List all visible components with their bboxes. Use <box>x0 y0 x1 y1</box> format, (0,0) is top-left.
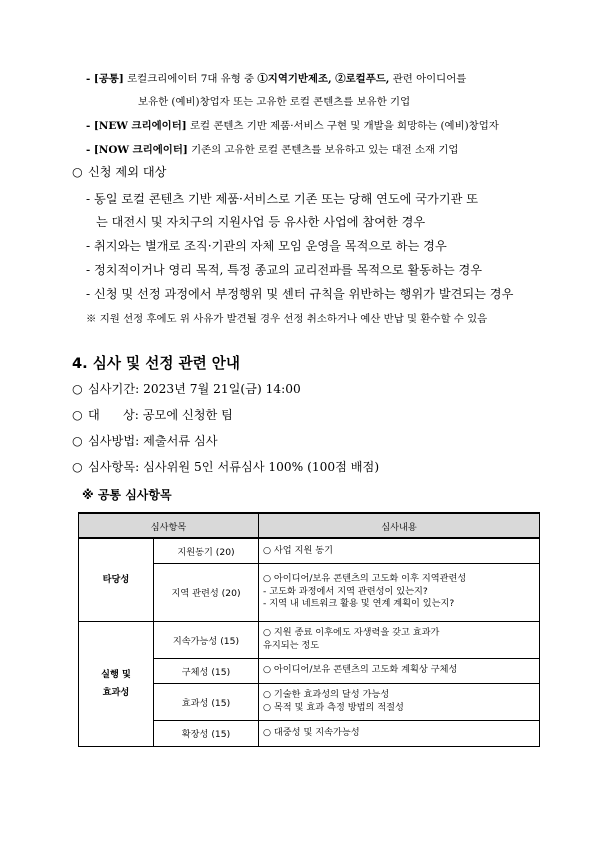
row-item: 지역 관련성 (20) <box>154 563 259 621</box>
circle-bullet-icon: ○ <box>72 434 83 448</box>
row-item: 지원동기 (20) <box>154 538 259 563</box>
type-common-highlight: ①지역기반제조, ②로컬푸드, <box>257 73 390 85</box>
review-period: ○ 심사기간: 2023년 7월 21일(금) 14:00 <box>72 382 301 396</box>
type-new-text: 로컬 콘텐츠 기반 제품·서비스 구현 및 개발을 희망하는 (예비)창업자 <box>186 120 499 132</box>
exclusion-heading <box>72 163 166 180</box>
review-criteria: ○ 심사항목: 심사위원 5인 서류심사 100% (100점 배점) <box>72 460 380 474</box>
exclusion-item-2: - 취지와는 별개로 조직·기관의 자체 모임 운영을 목적으로 하는 경우 <box>86 239 447 253</box>
row-item: 확장성 (15) <box>154 720 259 746</box>
exclusion-item-4: - 신청 및 선정 과정에서 부정행위 및 센터 규칙을 위반하는 행위가 발견되는 경우 <box>86 287 514 301</box>
exclusion-item-1-cont: 는 대전시 및 자치구의 지원사업 등 유사한 사업에 참여한 경우 <box>96 215 426 229</box>
category-validity: 타당성 <box>79 538 154 621</box>
table-header-row <box>79 513 540 538</box>
row-content: ○ 지원 종료 이후에도 자생력을 갖고 효과가 유지되는 정도 <box>259 621 540 658</box>
row-content: ○ 대중성 및 지속가능성 <box>259 720 540 746</box>
header-item: 심사항목 <box>79 513 259 538</box>
row-content: ○ 사업 지원 동기 <box>259 538 540 563</box>
exclusion-item-1: - 동일 로컬 콘텐츠 기반 제품·서비스로 기존 또는 당해 연도에 국가기관 또 <box>86 192 479 206</box>
category-effectiveness: 실행 및 효과성 <box>79 621 154 746</box>
row-item: 효과성 (15) <box>154 683 259 720</box>
exclusion-title: 신청 제외 대상 <box>88 165 167 179</box>
type-now-text: 기존의 고유한 로컬 콘텐츠를 보유하고 있는 대전 소재 기업 <box>187 144 459 156</box>
type-common-tail: 관련 아이디어를 <box>389 73 467 85</box>
circle-bullet-icon: ○ <box>72 382 83 396</box>
type-common-label: - [공통] <box>86 73 124 85</box>
exclusion-item-3: - 정치적이거나 영리 목적, 특정 종교의 교리전파를 목적으로 활동하는 경우 <box>86 263 483 277</box>
type-common-line <box>86 70 466 85</box>
review-target: ○ 대 상: 공모에 신청한 팀 <box>72 408 233 422</box>
section-4-heading: 4. 심사 및 선정 관련 안내 <box>72 355 240 372</box>
row-item: 지속가능성 (15) <box>154 621 259 658</box>
exclusion-note: ※ 지원 선정 후에도 위 사유가 발견될 경우 선정 취소하거나 예산 반납 및 환수할 수 있음 <box>86 313 488 325</box>
table-row <box>79 538 540 563</box>
table-row <box>79 621 540 658</box>
row-content: ○ 아이디어/보유 콘텐츠의 고도화 계획상 구체성 <box>259 658 540 683</box>
common-criteria-label: ※ 공통 심사항목 <box>82 488 172 502</box>
type-common-line-2: 보유한 (예비)창업자 또는 고유한 로컬 콘텐츠를 보유한 기업 <box>138 96 411 108</box>
type-now-label: - [NOW 크리에이터] <box>86 144 188 156</box>
review-method: ○ 심사방법: 제출서류 심사 <box>72 434 218 448</box>
row-content: ○ 아이디어/보유 콘텐츠의 고도화 이후 지역관련성 - 고도화 과정에서 지역 관련성이 있는지? - 지역 내 네트워크 활용 및 연계 계획이 있는지? <box>259 563 540 621</box>
type-new-label: - [NEW 크리에이터] <box>86 120 187 132</box>
type-new-line <box>86 117 499 132</box>
row-content: ○ 기술한 효과성의 달성 가능성 ○ 목적 및 효과 측정 방법의 적절성 <box>259 683 540 720</box>
circle-bullet-icon: ○ <box>72 165 83 179</box>
evaluation-table <box>78 512 540 747</box>
row-item: 구체성 (15) <box>154 658 259 683</box>
circle-bullet-icon: ○ <box>72 460 83 474</box>
circle-bullet-icon: ○ <box>72 408 83 422</box>
header-content: 심사내용 <box>259 513 540 538</box>
type-now-line <box>86 141 458 156</box>
type-common-text: 로컬크리에이터 7대 유형 중 <box>123 73 258 85</box>
